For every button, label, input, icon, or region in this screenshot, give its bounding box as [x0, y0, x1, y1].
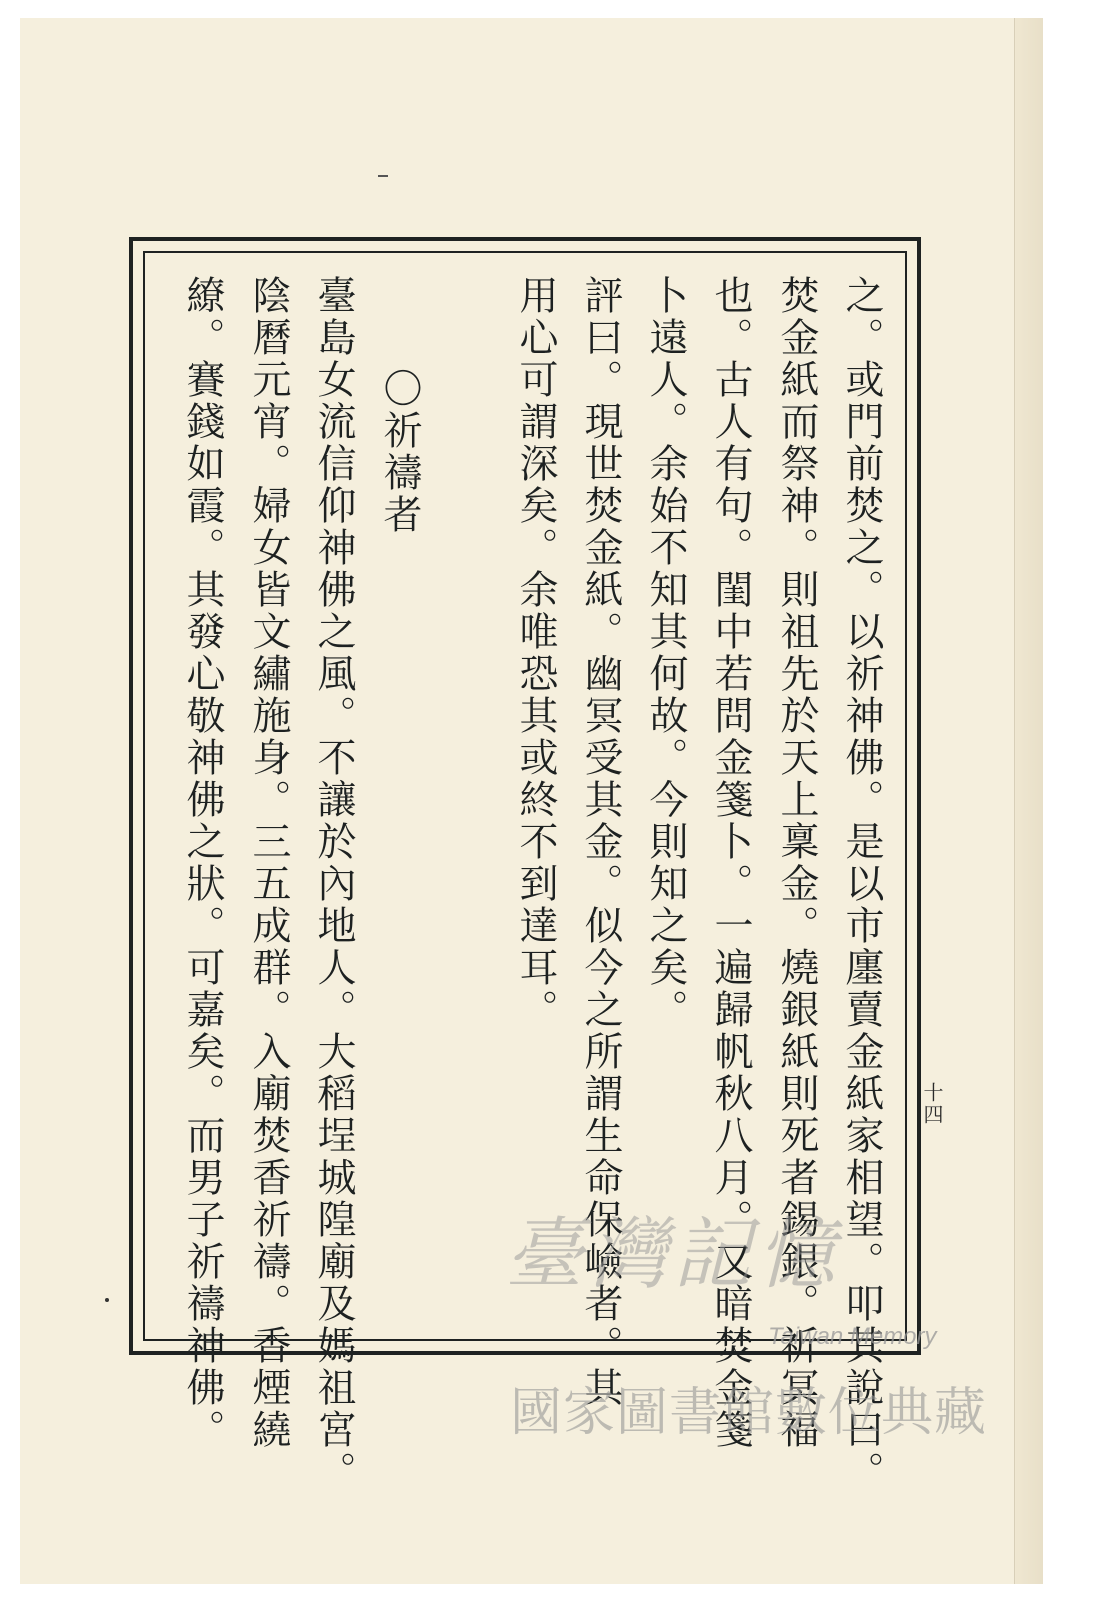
text-column-9: 陰曆元宵。婦女皆文繡施身。三五成群。入廟焚香祈禱。香煙繞 — [246, 275, 291, 1451]
watermark-english: Taiwan Memory — [768, 1323, 937, 1350]
text-column-6: 用心可謂深矣。余唯恐其或終不到達耳。 — [513, 275, 558, 1031]
page-edge — [1014, 18, 1043, 1584]
text-column-2: 焚金紙而祭神。則祖先於天上稟金。燒銀紙則死者錫銀。祈冥福 — [774, 275, 819, 1451]
ink-speck — [105, 1298, 109, 1302]
watermark-calligraphy: 臺灣記憶 — [505, 1210, 842, 1300]
text-column-3: 也。古人有句。閨中若問金箋卜。一遍歸帆秋八月。又暗焚金箋 — [708, 275, 753, 1451]
print-mark — [378, 175, 388, 177]
text-column-8: 臺島女流信仰神佛之風。不讓於內地人。大稻埕城隍廟及媽祖宮。 — [311, 275, 356, 1493]
page-number: 十四 — [920, 1082, 944, 1126]
watermark-chinese: 國家圖書館數位典藏 — [510, 1383, 988, 1443]
section-heading: 〇祈禱者 — [377, 368, 422, 536]
text-column-5: 評曰。現世焚金紙。幽冥受其金。似今之所謂生命保嶮者。其 — [578, 275, 623, 1409]
text-column-4: 卜遠人。余始不知其何故。今則知之矣。 — [643, 275, 688, 1031]
text-column-1: 之。或門前焚之。以祈神佛。是以市廛賣金紙家相望。叩其說曰。 — [839, 275, 884, 1493]
text-column-10: 繚。賽錢如霞。其發心敬神佛之狀。可嘉矣。而男子祈禱神佛。 — [180, 275, 225, 1451]
